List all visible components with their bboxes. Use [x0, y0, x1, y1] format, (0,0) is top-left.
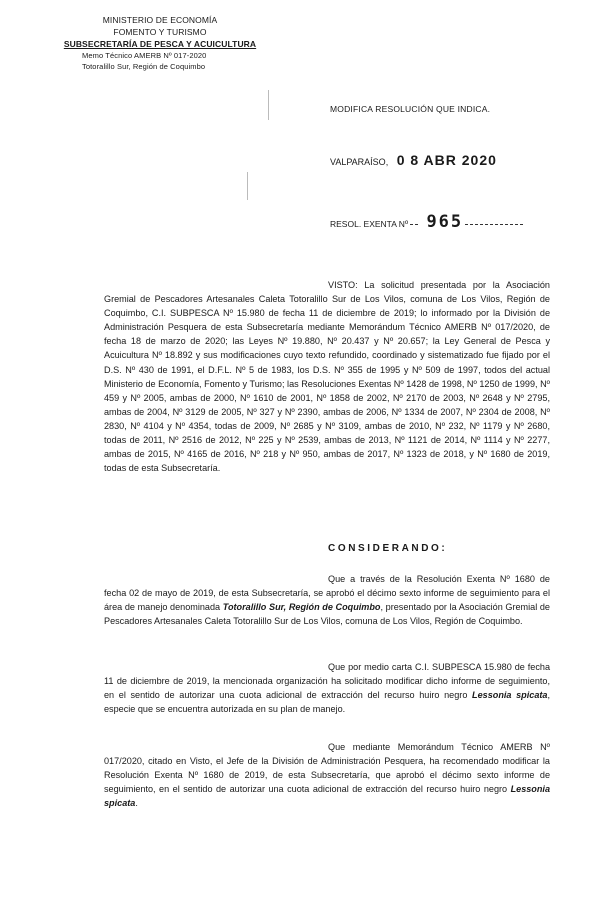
document-subject: MODIFICA RESOLUCIÓN QUE INDICA.	[330, 104, 491, 114]
document-date	[330, 152, 497, 168]
considerando-paragraph	[104, 572, 550, 628]
considerando-text: , especie que se encuentra autorizada en su plan de manejo.	[104, 690, 550, 715]
ministry-line-1: MINISTERIO DE ECONOMÍA	[102, 15, 218, 25]
visto-body: Gremial de Pescadores Artesanales Caleta Totoralillo Sur de Los Vilos, comuna de Los Vilos, Región de Coquimbo, C.I. SUBPESCA Nº 15.980 de fecha 11 de diciembre de 2019; lo informado por la División de Administración Pesquera de esta Subsecretaría mediante Memorándum Técnico AMERB Nº 017/2020, de fecha 18 de marzo de 2020; las Leyes Nº 19.880, Nº 20.437 y Nº 20.657; la Ley General de Pesca y Acuicultura Nº 18.892 y sus modificaciones cuyo texto refundido, coordinado y sistematizado fue fijado por el D.S. Nº 430 de 1991, el D.F.L. Nº 5 de 1983, los D.S. Nº 355 de 1995 y Nº 509 de 1997, todos del actual Ministerio de Economía, Fomento y Turismo; las Resoluciones Exentas Nº 1428 de 1998, Nº 1250 de 1999, Nº 459 y Nº 2005, ambas de 2000, Nº 1610 de 2001, Nº 1858 de 2002, Nº 2170 de 2003, Nº 2648 y Nº 2795, ambas de 2004, Nº 3129 de 2005, Nº 327 y Nº 2390, ambas de 2006, Nº 1334 de 2007, Nº 2304 de 2008, Nº 2830, Nº 4104 y Nº 4354, todas de 2009, Nº 2685 y Nº 3109, ambas de 2010, Nº 232, Nº 1179 y Nº 2680, todas de 2011, Nº 2516 de 2012, Nº 225 y Nº 2539, ambas de 2013, Nº 1121 de 2014, Nº 1114 y Nº 2277, ambas de 2015, Nº 4165 de 2016, Nº 218 y Nº 950, ambas de 2017, Nº 1323 de 2018, y Nº 1680 de 2019, todas de esta Subsecretaría.	[104, 294, 550, 474]
considerando-paragraph	[104, 740, 550, 810]
area-name: Totoralillo Sur, Región de Coquimbo	[222, 602, 381, 613]
visto-paragraph	[104, 278, 550, 475]
considerando-lead: Que mediante Memorándum Técnico AMERB Nº	[328, 742, 550, 752]
considerando-text: .	[135, 798, 138, 809]
resolution-label: RESOL. EXENTA Nº	[330, 219, 409, 229]
species-name: Lessonia spicata	[472, 690, 548, 701]
date-stamp: 0 8 ABR 2020	[396, 152, 497, 168]
considerando-text: fecha 11 de diciembre de 2019, la mencionada organización ha solicitado modificar dicho informe de seguimiento, en el sentido de autorizar una cuota adicional de extracción del recurso huiro negro	[104, 662, 550, 701]
area-reference: Totoralillo Sur, Región de Coquimbo	[82, 62, 206, 71]
considerando-lead: Que a través de la Resolución Exenta Nº 1680	[328, 574, 535, 584]
visto-lead: VISTO: La solicitud presentada por la Asociación	[328, 280, 550, 290]
subsecretaria-name: SUBSECRETARÍA DE PESCA Y ACUICULTURA	[63, 39, 257, 49]
scan-mark	[247, 172, 248, 200]
considerando-text: , presentado por la Asociación Gremial de Pescadores Artesanales Caleta Totoralillo Sur de Los Vilos, comuna de Los Vilos, Región de Coquimbo.	[104, 602, 550, 627]
considerando-paragraph	[104, 660, 550, 716]
number-underline	[465, 224, 523, 225]
date-city: VALPARAÍSO,	[330, 157, 389, 167]
resolution-value: 965	[426, 212, 464, 232]
memo-reference: Memo Técnico AMERB Nº 017-2020	[82, 51, 207, 60]
resolution-number	[330, 212, 523, 232]
considerando-text: de fecha 02 de mayo de 2019, de esta Subsecretaría, se aprobó el décimo sexto informe de seguimiento para el área de manejo denominada	[104, 574, 550, 613]
number-underline	[410, 224, 418, 225]
ministry-line-2: FOMENTO Y TURISMO	[113, 27, 207, 37]
considerando-text: 017/2020, citado en Visto, el Jefe de la División de Administración Pesquera, ha recomendado modificar la Resolución Exenta Nº 1680 de 2019, de esta Subsecretaría, que aprobó el décimo sexto informe de seguimiento, en el sentido de autorizar una cuota adicional de extracción del recurso huiro negro	[104, 756, 550, 795]
considerando-lead: Que por medio carta C.I. SUBPESCA 15.980 de	[328, 662, 525, 672]
species-name: Lessonia spicata	[104, 784, 550, 809]
considerando-heading: CONSIDERANDO:	[328, 543, 448, 554]
letterhead	[60, 14, 260, 72]
scan-mark	[268, 90, 269, 120]
